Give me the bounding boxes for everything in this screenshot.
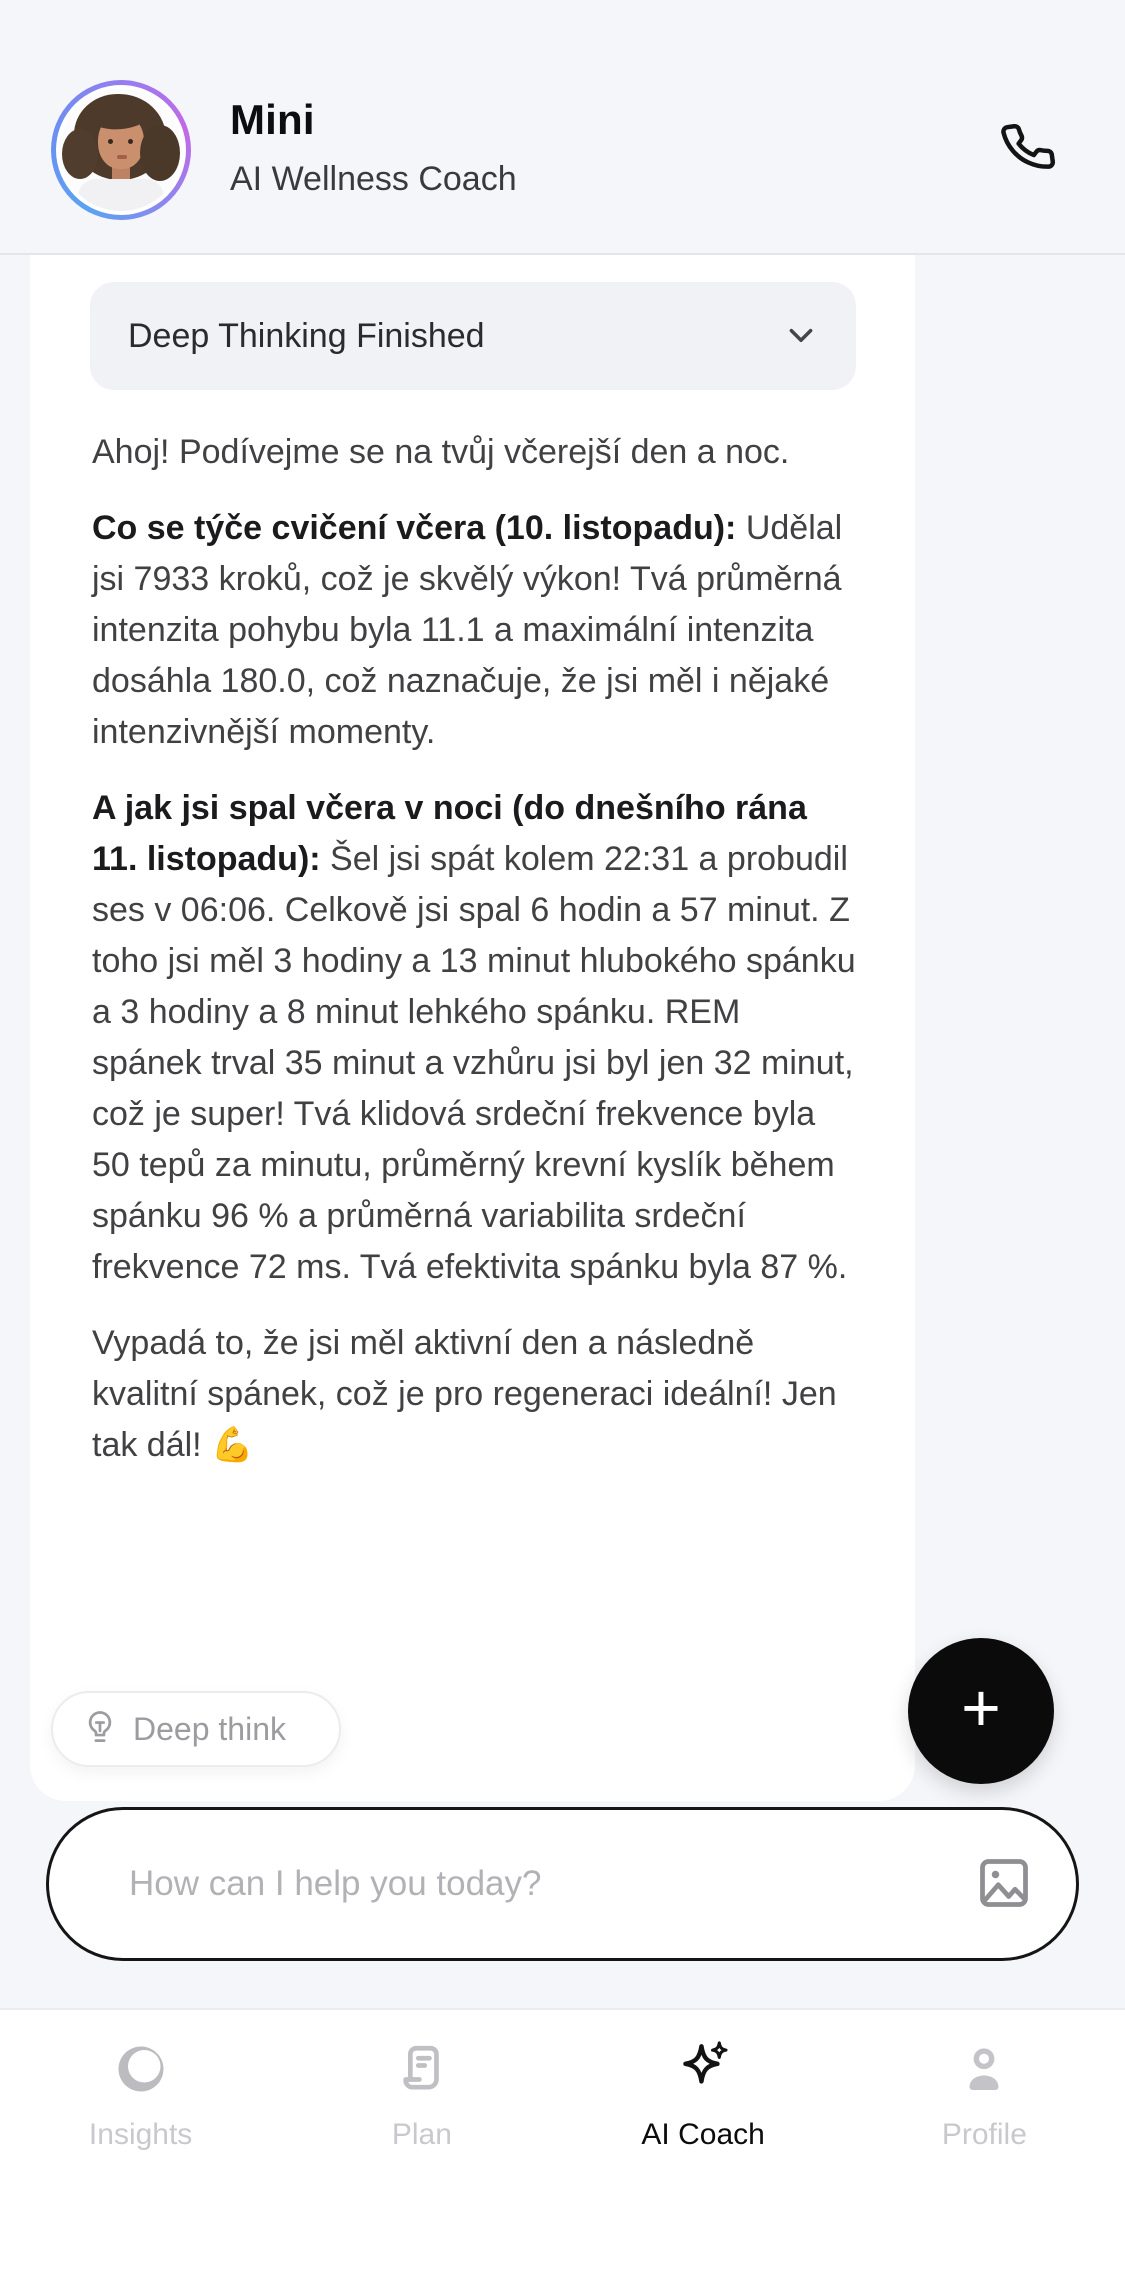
avatar-mouth	[117, 155, 127, 159]
message-paragraph	[92, 503, 858, 758]
avatar-photo	[60, 89, 182, 211]
call-button[interactable]	[998, 118, 1058, 178]
message-text: Šel jsi spát kolem 22:31 a probudil ses v 06:06. Celkově jsi spal 6 hodin a 57 minut. Z toho jsi měl 3 hodiny a 13 minut hlubokého spánku a 3 hodiny a 8 minut lehkého spánku. REM spánek trval 35 minut a vzhůru jsi byl jen 32 minut, což je super! Tvá klidová srdeční frekvence byla 50 tepů za minutu, průměrný krevní kyslík během spánku 96 % a průměrná variabilita srdeční frekvence 72 ms. Tvá efektivita spánku byla 87 %.	[92, 840, 856, 1286]
avatar-shirt	[78, 179, 164, 211]
message-heading: Co se týče cvičení včera (10. listopadu):	[92, 509, 737, 547]
avatar-eye-left	[108, 139, 113, 144]
lightbulb-icon	[81, 1708, 119, 1751]
nav-label: AI Coach	[641, 2118, 765, 2151]
avatar-eye-right	[128, 139, 133, 144]
bottom-navigation	[0, 2008, 1125, 2276]
avatar-hair-curl-right	[140, 125, 180, 181]
deep-thinking-toggle[interactable]	[90, 282, 856, 390]
message-text: Vypadá to, že jsi měl aktivní den a následně kvalitní spánek, což je pro regeneraci ideální! Jen tak dál! 💪	[92, 1324, 837, 1464]
chevron-down-icon	[780, 314, 822, 359]
image-icon	[974, 1853, 1034, 1916]
profile-icon	[956, 2032, 1012, 2106]
deep-thinking-label: Deep Thinking Finished	[128, 316, 485, 355]
attach-image-button[interactable]	[974, 1854, 1034, 1914]
message-text: Ahoj! Podívejme se na tvůj včerejší den a noc.	[92, 433, 790, 471]
nav-tab-plan[interactable]	[281, 2010, 562, 2276]
avatar-ring-gap	[56, 85, 186, 215]
new-chat-fab[interactable]	[908, 1638, 1054, 1784]
nav-tab-profile[interactable]	[844, 2010, 1125, 2276]
plus-icon: +	[961, 1670, 1001, 1746]
message-heading: A jak jsi spal včera v noci (do dnešního rána 11. listopadu):	[92, 789, 807, 878]
deep-think-button[interactable]	[51, 1691, 341, 1767]
avatar-hair-curl-left	[62, 129, 98, 179]
insights-icon	[111, 2032, 171, 2106]
deep-think-label: Deep think	[133, 1710, 286, 1747]
message-paragraph	[92, 783, 858, 1293]
nav-tab-ai-coach[interactable]	[563, 2010, 844, 2276]
coach-message	[92, 427, 858, 1496]
message-input[interactable]	[127, 1863, 974, 1905]
sparkle-icon	[672, 2032, 734, 2106]
message-paragraph	[92, 1318, 858, 1471]
message-composer	[46, 1807, 1079, 1961]
chat-message-card	[30, 255, 915, 1801]
phone-icon	[1001, 120, 1055, 177]
coach-subtitle: AI Wellness Coach	[230, 160, 517, 198]
nav-label: Insights	[88, 2118, 193, 2151]
coach-name: Mini	[230, 96, 315, 143]
message-text: Udělal jsi 7933 kroků, což je skvělý výkon! Tvá průměrná intenzita pohybu byla 11.1 a maximální intenzita dosáhla 180.0, což naznačuje, že jsi měl i nějaké intenzivnější momenty.	[92, 509, 843, 751]
coach-avatar[interactable]	[51, 80, 191, 220]
nav-tab-insights[interactable]	[0, 2010, 281, 2276]
message-paragraph	[92, 427, 858, 478]
header	[0, 0, 1125, 255]
nav-label: Plan	[391, 2118, 452, 2151]
plan-icon	[394, 2032, 450, 2106]
nav-label: Profile	[941, 2118, 1027, 2151]
